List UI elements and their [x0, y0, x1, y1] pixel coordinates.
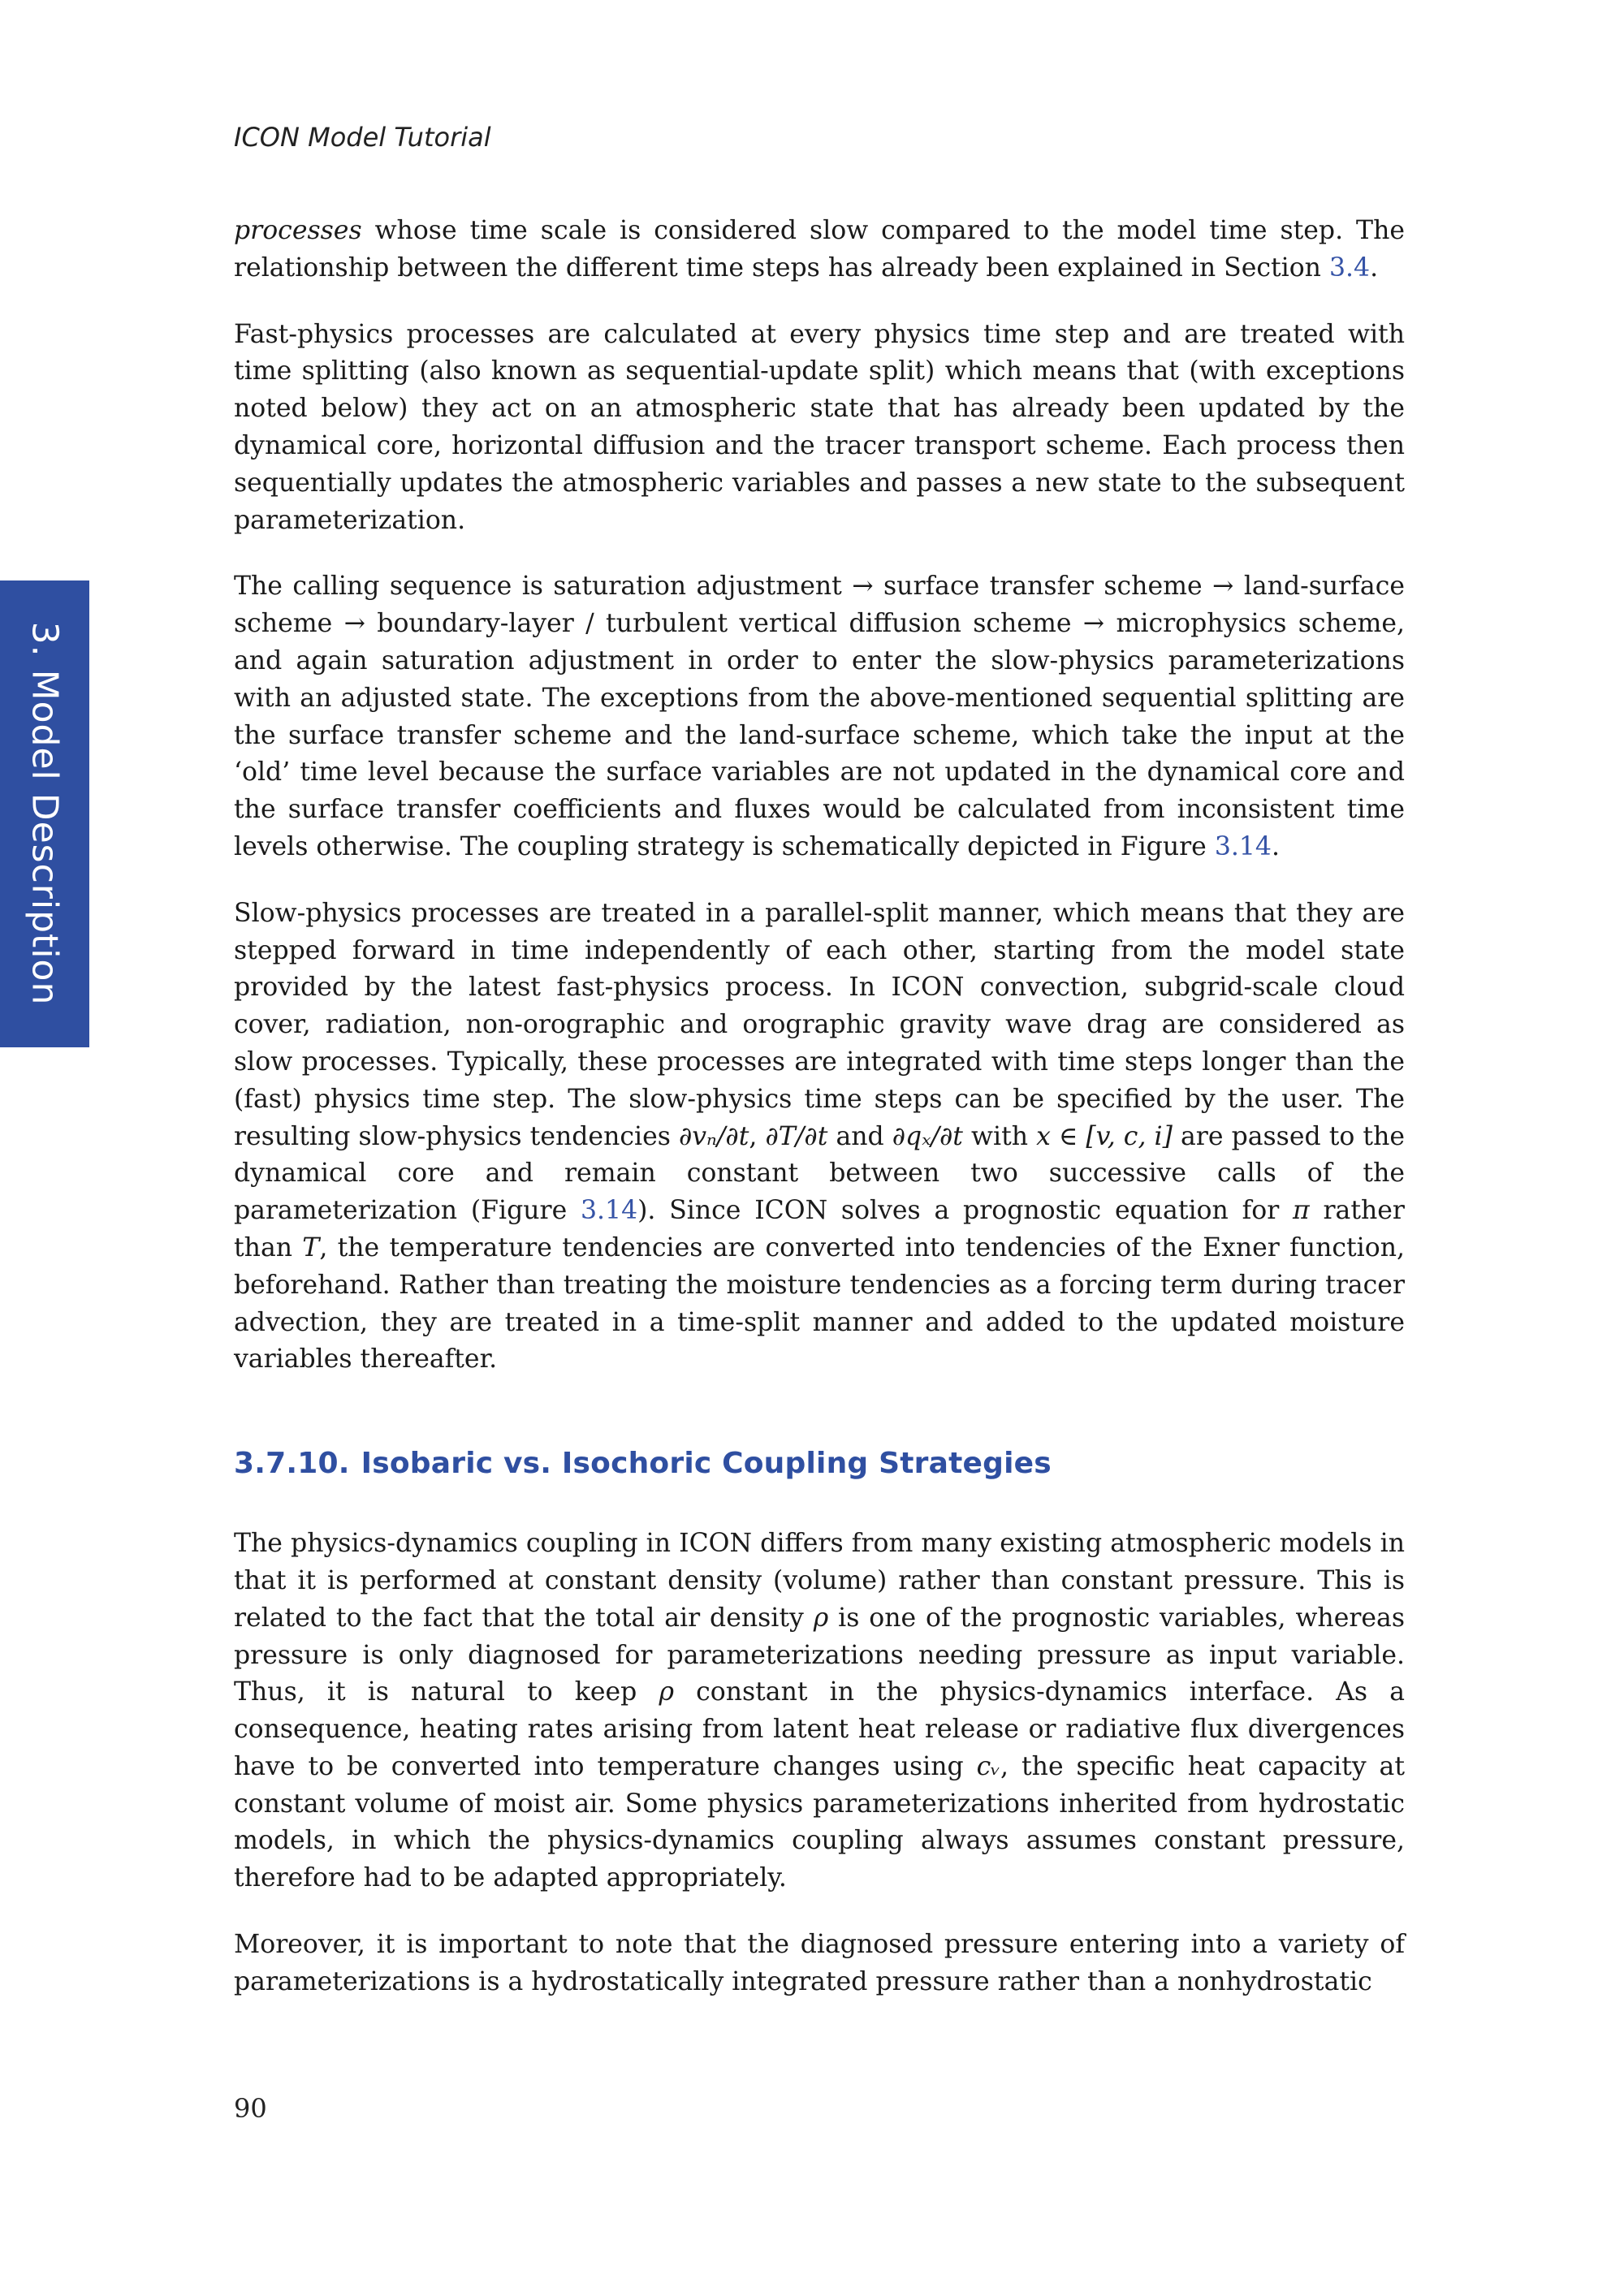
- math-expression: π: [1293, 1196, 1310, 1226]
- section-heading: [234, 1447, 1405, 1480]
- paragraph-6: Moreover, it is important to note that the diagnosed pressure entering into a variety of parameterizations is a hydrostatically integrated pressure rather than a nonhydrostatic: [234, 1930, 1405, 1996]
- text-run: Slow-physics processes are treated in a parallel-split manner, which means that they are stepped forward in time independently of each other, starting from the model state provided by the latest fast-physics process. In ICON convection, subgrid-scale cloud cover, radiation, non-orographic and orographic gravity wave drag are considered as slow processes. Typically, these processes are integrated with time steps longer than the (fast) physics time step. The slow-physics time steps can be specified by the user. The resulting slow-physics tendencies: [234, 898, 1405, 1151]
- math-expression: ρ: [659, 1677, 674, 1707]
- text-run: ). Since ICON solves a prognostic equation for: [637, 1196, 1294, 1226]
- text-run: ,: [749, 1121, 766, 1151]
- main-text: [234, 213, 1405, 2031]
- text-run: , the temperature tendencies are converted into tendencies of the Exner function, beforehand. Rather than treating the moisture tendencies as a forcing term during tracer advection, they are treated in a time-split manner and added to the updated moisture variables thereafter.: [234, 1232, 1405, 1375]
- section-title: Isobaric vs. Isochoric Coupling Strategies: [361, 1447, 1052, 1481]
- text-run: whose time scale is considered slow compared to the model time step. The relationship between the different time steps has already been explained in Section: [234, 216, 1405, 283]
- paragraph-1: [234, 213, 1405, 287]
- text-run: The calling sequence is saturation adjustment → surface transfer scheme → land-surface scheme → boundary-layer / turbulent vertical diffusion scheme → microphysics scheme, and again saturation adjustment in order to enter the slow-physics parameterizations with an adjusted state. The exceptions from the above-mentioned sequential splitting are the surface transfer scheme and the land-surface scheme, which take the input at the ‘old’ time level because the surface variables are not updated in the dynamical core and the surface transfer coefficients and fluxes would be calculated from inconsistent time levels otherwise. The coupling strategy is schematically depicted in Figure: [234, 572, 1405, 861]
- text-run: and: [827, 1121, 892, 1151]
- running-head: ICON Model Tutorial: [234, 122, 491, 153]
- math-expression: cᵥ: [976, 1751, 1001, 1781]
- page-number: 90: [234, 2093, 267, 2124]
- paragraph-3: [234, 568, 1405, 865]
- math-expression: ∂qₓ/∂t: [892, 1121, 963, 1151]
- chapter-side-tab: [0, 580, 89, 1047]
- text-run: The physics-dynamics coupling in ICON differs from many existing atmospheric models in that it is performed at constant density (volume) rather than constant pressure. This is related to the fact that the total air density: [234, 1529, 1405, 1633]
- text-run: are passed to the dynamical core and remain constant between two successive calls of the parameterization (Figure: [234, 1121, 1406, 1226]
- text-run: .: [1370, 252, 1379, 283]
- text-run: is one of the prognostic variables, whereas pressure is only diagnosed for parameterizations needing pressure as input variable. Thus, it is natural to keep: [234, 1603, 1405, 1707]
- chapter-side-tab-label: 3. Model Description: [24, 621, 66, 1006]
- math-expression: T: [302, 1232, 320, 1262]
- section-ref-link[interactable]: 3.4: [1328, 252, 1371, 283]
- italic-term: processes: [234, 216, 362, 245]
- text-run: with: [962, 1121, 1037, 1151]
- text-run: rather than: [234, 1196, 1405, 1262]
- figure-ref-link[interactable]: 3.14: [581, 1196, 638, 1226]
- math-expression: ρ: [813, 1603, 829, 1633]
- section-number: 3.7.10.: [234, 1447, 350, 1481]
- text-run: constant in the physics-dynamics interface. As a consequence, heating rates arising from latent heat release or radiative flux divergences have to be converted into temperature changes using: [234, 1677, 1405, 1781]
- paragraph-2: Fast-physics processes are calculated at every physics time step and are treated with time splitting (also known as sequential-update split) which means that (with exceptions noted below) they act on an atmospheric state that has already been updated by the dynamical core, horizontal diffusion and the tracer transport scheme. Each process then sequentially updates the atmospheric variables and passes a new state to the subsequent parameterization.: [234, 319, 1405, 535]
- math-expression: ∂T/∂t: [765, 1121, 828, 1151]
- paragraph-5: [234, 1526, 1405, 1897]
- text-run: , the specific heat capacity at constant volume of moist air. Some physics parameterizations inherited from hydrostatic models, in which the physics-dynamics coupling always assumes constant pressure, therefore had to be adapted appropriately.: [234, 1751, 1405, 1893]
- math-expression: ∂vₙ/∂t: [678, 1121, 749, 1151]
- math-expression: x ∈ [v, c, i]: [1036, 1121, 1173, 1151]
- figure-ref-link[interactable]: 3.14: [1214, 831, 1272, 861]
- text-run: .: [1271, 831, 1280, 861]
- paragraph-4: [234, 896, 1405, 1379]
